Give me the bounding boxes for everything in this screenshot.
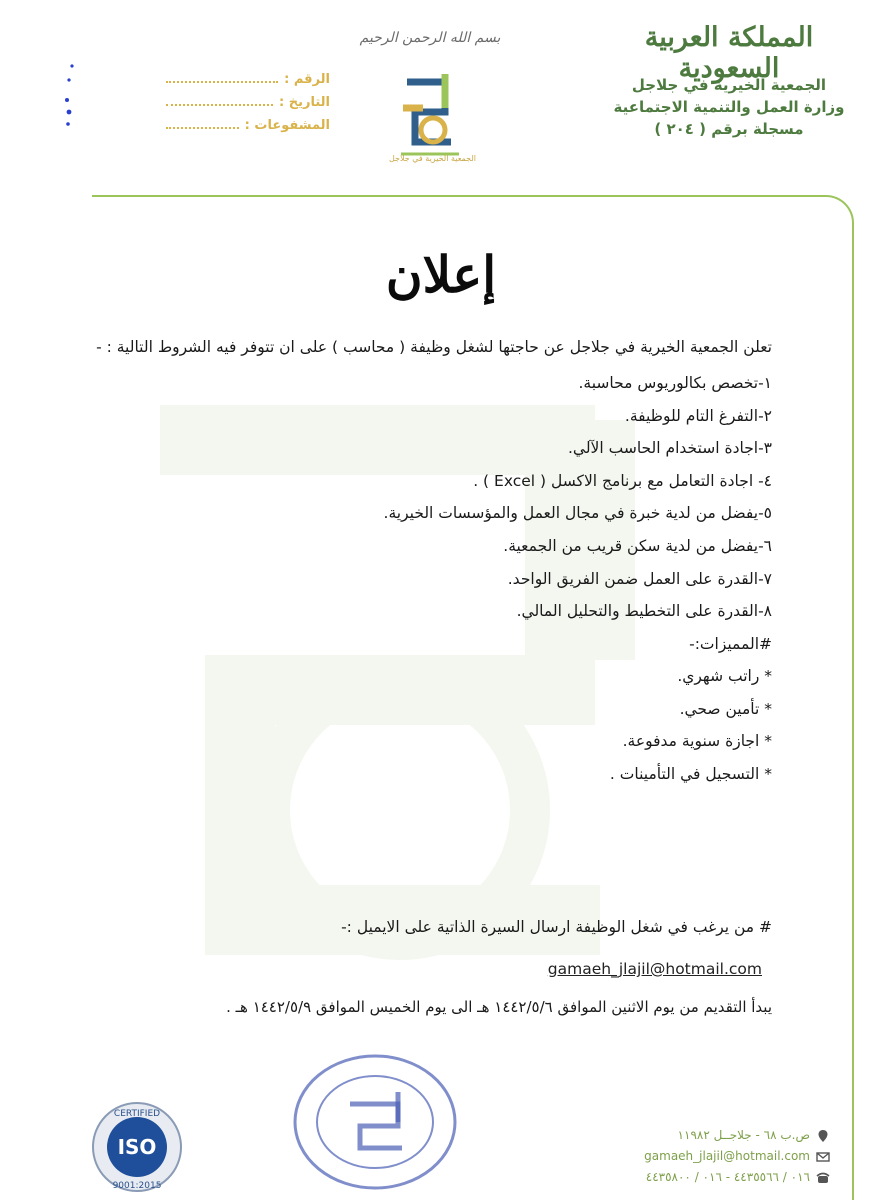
- announcement-intro: تعلن الجمعية الخيرية في جلاجل عن حاجتها لشغل وظيفة ( محاسب ) على ان تتوفر فيه الشروط التالية : -: [96, 338, 772, 356]
- footer-email[interactable]: gamaeh_jlajil@hotmail.com: [644, 1149, 810, 1163]
- ref-number-row: [160, 68, 330, 91]
- requirement-item: ٦-يفضل من لدية سكن قريب من الجمعية.: [503, 536, 772, 555]
- iso-number: 9001:2015: [112, 1181, 162, 1191]
- benefit-item: * التسجيل في التأمينات .: [609, 764, 772, 783]
- ref-attachments-label: المشفوعات :: [244, 118, 330, 133]
- benefit-item: * راتب شهري.: [677, 667, 772, 686]
- ref-attachments-row: [160, 114, 330, 137]
- mail-icon: [816, 1150, 830, 1164]
- official-stamp: [290, 1052, 460, 1192]
- org-info: [604, 74, 854, 140]
- iso-label: ISO: [117, 1135, 157, 1159]
- requirement-item: ٤- اجادة التعامل مع برنامج الاكسل ( Excel ) .: [473, 471, 772, 490]
- benefit-item: * تأمين صحي.: [679, 699, 772, 718]
- logo-caption: الجمعية الخيرية في جلاجل: [388, 154, 477, 163]
- kingdom-title: المملكة العربية السعودية: [644, 22, 814, 84]
- requirement-item: ٧-القدرة على العمل ضمن الفريق الواحد.: [507, 569, 772, 588]
- basmala: بسم الله الرحمن الرحيم: [359, 30, 501, 46]
- requirement-item: ٢-التفرغ التام للوظيفة.: [624, 406, 772, 425]
- apply-instructions: # من يرغب في شغل الوظيفة ارسال السيرة الذاتية على الايميل :-: [341, 918, 772, 936]
- footer-po-box: ص.ب ٦٨ - جلاجــل ١١٩٨٢: [677, 1128, 810, 1142]
- ref-number-label: الرقم :: [284, 72, 330, 87]
- footer-phone-row: [570, 1167, 830, 1188]
- footer-contact: [570, 1125, 830, 1188]
- ministry-name: وزارة العمل والتنمية الاجتماعية: [613, 98, 845, 116]
- announcement-body: [72, 335, 772, 795]
- announcement-title: إعلان: [385, 245, 497, 304]
- requirement-item: ٨-القدرة على التخطيط والتحليل المالي.: [516, 602, 772, 621]
- requirement-item: ٣-اجادة استخدام الحاسب الآلي.: [567, 439, 772, 458]
- phone-icon: [816, 1171, 830, 1185]
- requirement-item: ٥-يفضل من لدية خبرة في مجال العمل والمؤسسات الخيرية.: [383, 504, 772, 523]
- iso-badge: [82, 1100, 192, 1195]
- reference-fields: [160, 68, 330, 137]
- benefit-item: * اجازة سنوية مدفوعة.: [622, 732, 772, 751]
- footer-po-box-row: [570, 1125, 830, 1146]
- pen-marks: [60, 62, 80, 132]
- benefits-heading: #المميزات:-: [689, 634, 772, 653]
- iso-certified-text: CERTIFIED: [113, 1109, 161, 1119]
- registration-number: مسجلة برقم ( ٢٠٤ ): [654, 120, 804, 138]
- requirement-item: ١-تخصص بكالوريوس محاسبة.: [578, 374, 772, 392]
- org-name: الجمعية الخيرية في جلاجل: [631, 76, 827, 94]
- location-pin-icon: [816, 1129, 830, 1143]
- ref-date-label: التاريخ :: [279, 95, 330, 110]
- footer-phones: ٠١٦ / ٤٤٣٥٥٦٦ - ٠١٦ / ٤٤٣٥٨٠٠: [645, 1170, 810, 1184]
- ref-date-row: [160, 91, 330, 114]
- footer-email-row: [570, 1146, 830, 1167]
- application-period: يبدأ التقديم من يوم الاثنين الموافق ١٤٤٢/٥/٦ هـ الى يوم الخميس الموافق ١٤٤٢/٥/٩ هـ .: [226, 998, 772, 1016]
- contact-email-link[interactable]: gamaeh_jlajil@hotmail.com: [547, 960, 762, 978]
